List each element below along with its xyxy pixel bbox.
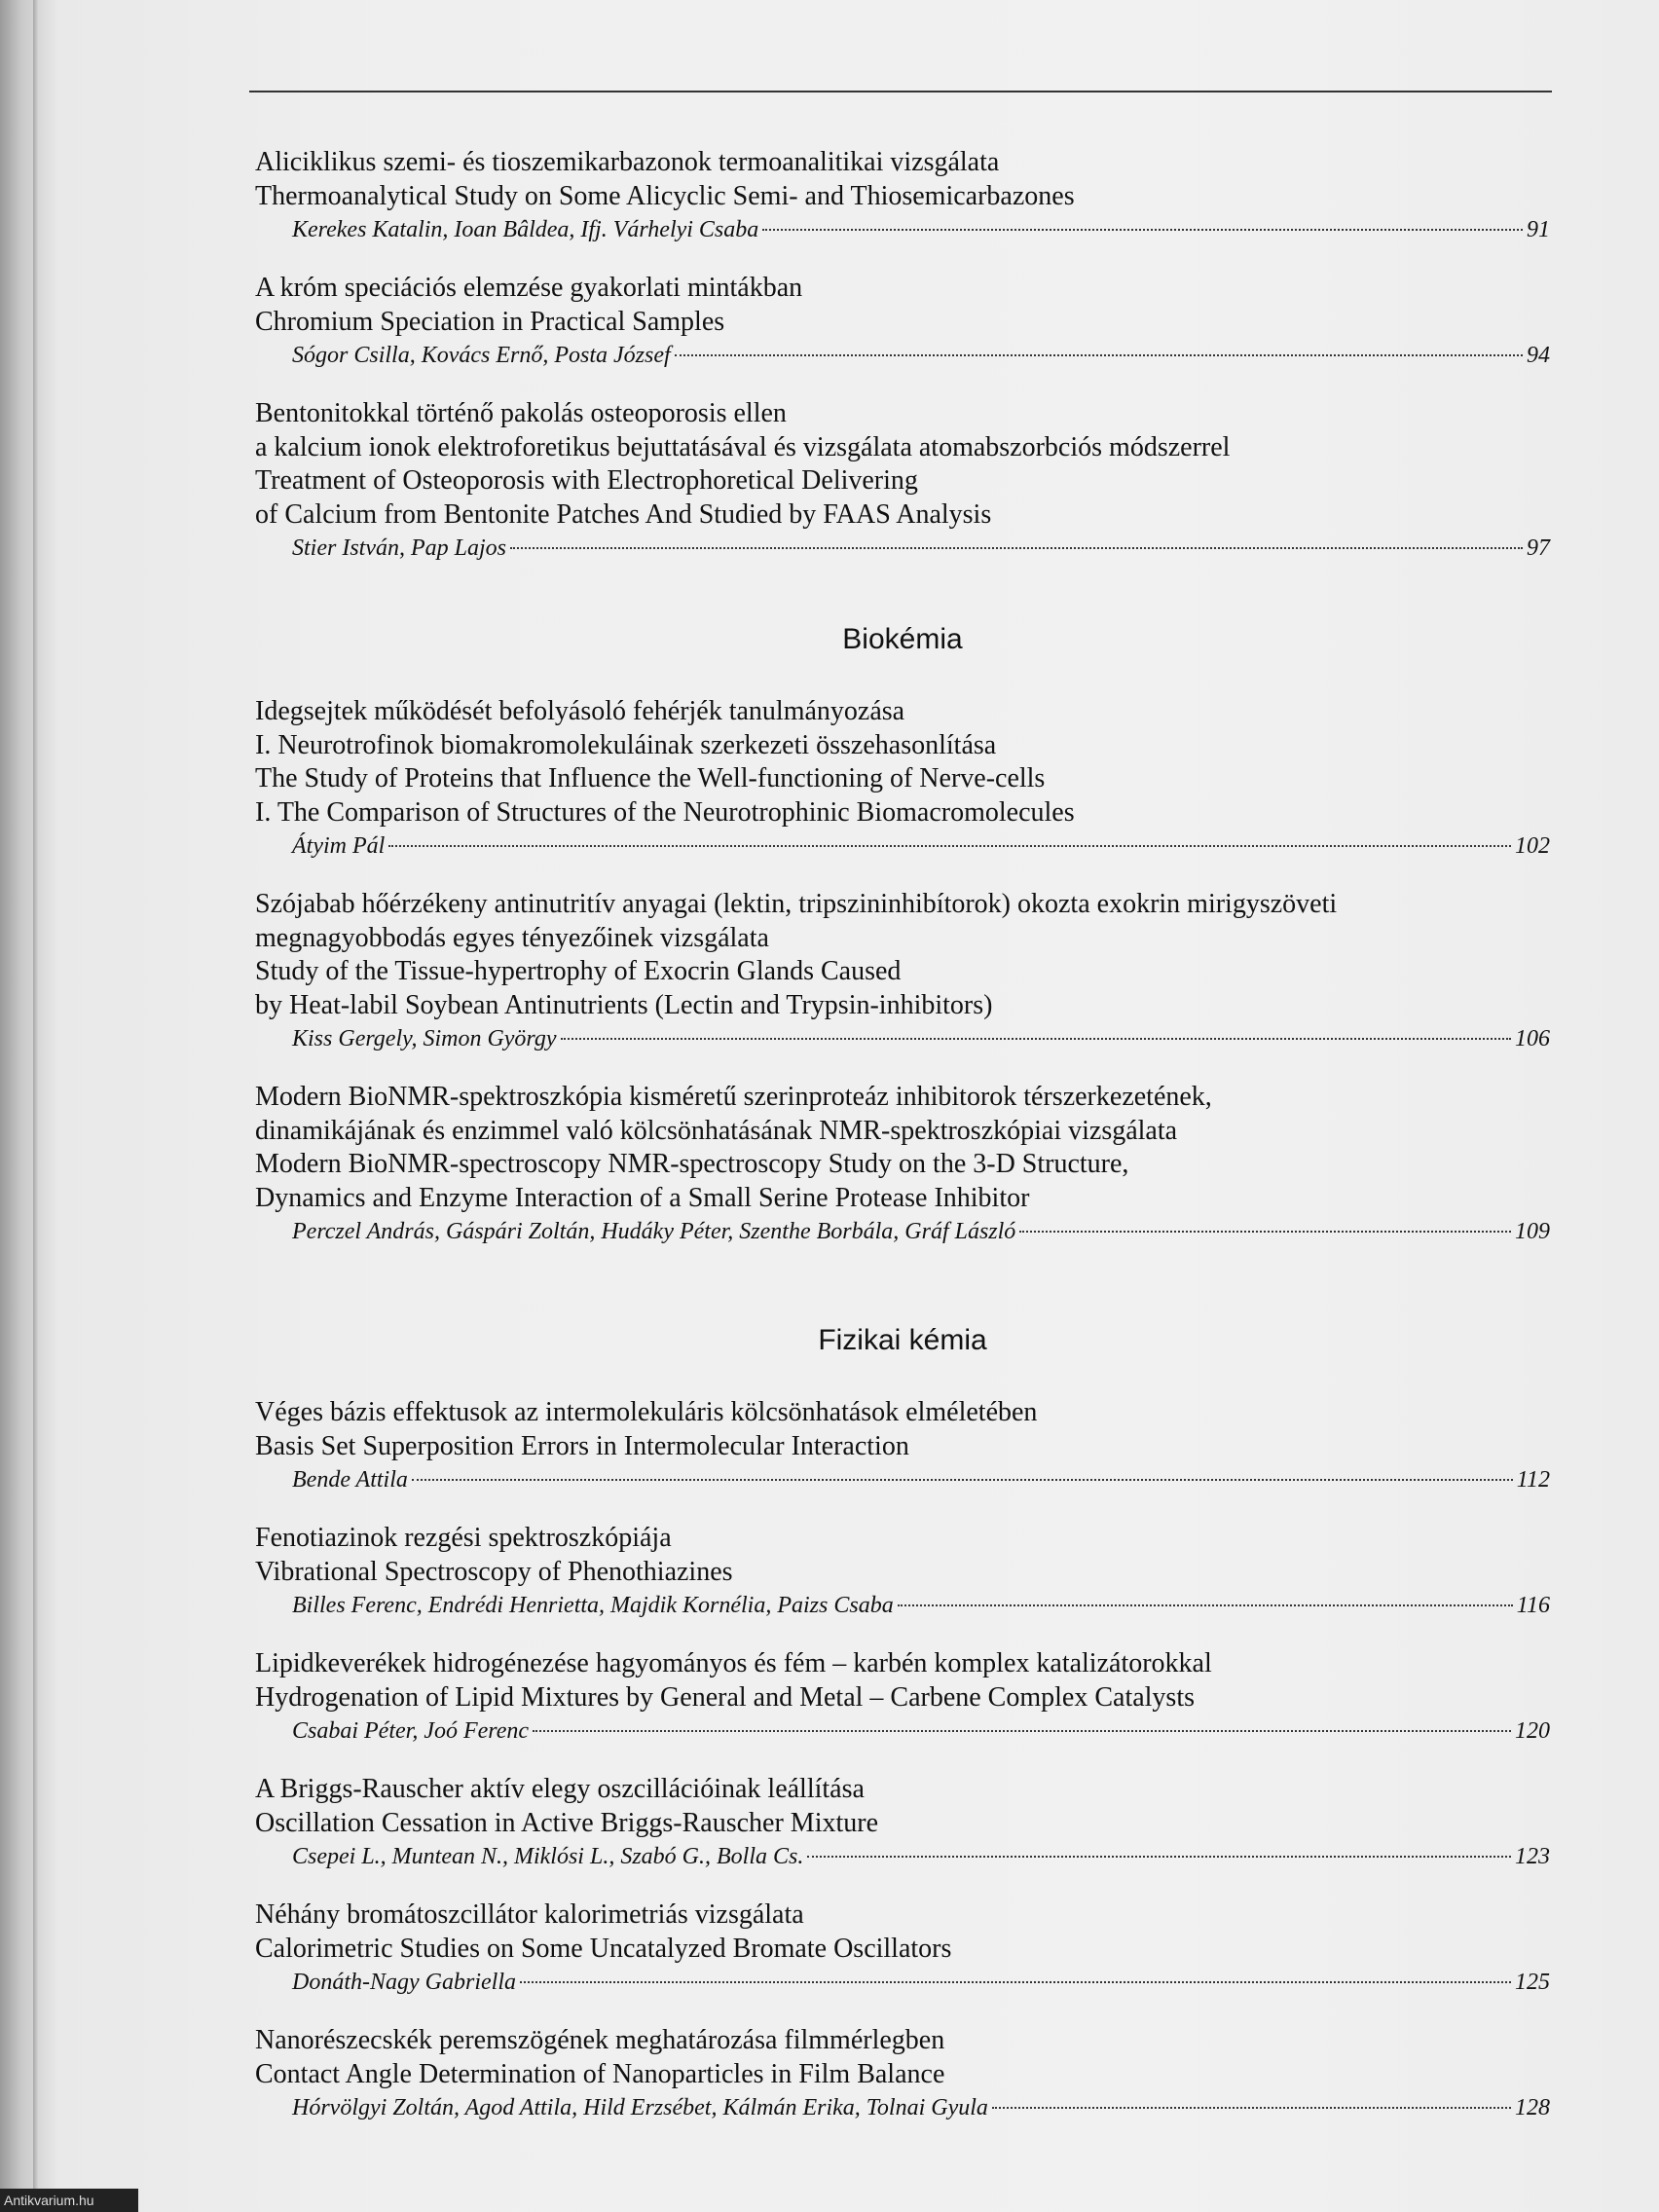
entry-page-number: 91: [1527, 217, 1550, 242]
entry-title-line: dinamikájának és enzimmel való kölcsönhatásának NMR-spektroszkópiai vizsgálata: [255, 1115, 1178, 1146]
entry-title-line: Szójabab hőérzékeny antinutritív anyagai (lektin, tripszininhibítorok) okozta exokrin mirigyszöveti: [255, 889, 1338, 919]
dot-leader: [898, 1604, 1513, 1606]
entry-title-line: by Heat-labil Soybean Antinutrients (Lectin and Trypsin-inhibitors): [255, 989, 993, 1020]
toc-entry: [255, 397, 1550, 565]
entry-authors: Kerekes Katalin, Ioan Bâldea, Ifj. Várhelyi Csaba: [292, 217, 759, 242]
entry-title-line: Chromium Speciation in Practical Samples: [255, 306, 725, 337]
section-heading: Fizikai kémia: [818, 1324, 987, 1356]
toc-entry: [255, 2024, 1550, 2124]
toc-entry: [255, 1773, 1550, 1873]
entry-page-number: 112: [1516, 1467, 1550, 1493]
toc-entry: [255, 1899, 1550, 1999]
entry-page-number: 109: [1515, 1219, 1550, 1244]
entry-title-line: Hydrogenation of Lipid Mixtures by General and Metal – Carbene Complex Catalysts: [255, 1681, 1196, 1713]
toc-entry: [255, 146, 1550, 246]
toc-entry: [255, 1081, 1550, 1248]
toc-entry: [255, 695, 1550, 863]
toc-section-biokemia: [255, 623, 1550, 1248]
entry-page-number: 125: [1515, 1970, 1550, 1995]
dot-leader: [388, 845, 1511, 847]
entry-author-row: [255, 1714, 1550, 1748]
entry-title-line: megnagyobbodás egyes tényezőinek vizsgálata: [255, 922, 769, 953]
entry-page-number: 128: [1515, 2095, 1550, 2120]
entry-author-row: [255, 532, 1550, 565]
entry-page-number: 116: [1516, 1593, 1550, 1618]
entry-author-row: [255, 1589, 1550, 1622]
entry-title-line: I. Neurotrofinok biomakromolekuláinak szerkezeti összehasonlítása: [255, 729, 997, 760]
entry-title-line: Calorimetric Studies on Some Uncatalyzed Bromate Oscillators: [255, 1933, 952, 1964]
watermark-label: Antikvarium.hu: [0, 2189, 138, 2212]
toc-entry: [255, 272, 1550, 372]
dot-leader: [510, 547, 1523, 549]
entry-authors: Csepei L., Muntean N., Miklósi L., Szabó G., Bolla Cs.: [292, 1844, 804, 1869]
entry-authors: Billes Ferenc, Endrédi Henrietta, Majdik Kornélia, Paizs Csaba: [292, 1593, 894, 1618]
toc-entry: [255, 1396, 1550, 1496]
entry-page-number: 94: [1527, 343, 1550, 368]
section-heading: Biokémia: [842, 623, 963, 655]
entry-title-line: Véges bázis effektusok az intermolekuláris kölcsönhatások elméletében: [255, 1397, 1038, 1427]
dot-leader: [762, 229, 1523, 231]
toc-entry: [255, 888, 1550, 1055]
entry-title-line: Fenotiazinok rezgési spektroszkópiája: [255, 1523, 672, 1553]
entry-title-line: Nanorészecskék peremszögének meghatározása filmmérlegben: [255, 2025, 945, 2055]
entry-title-line: The Study of Proteins that Influence the Well-functioning of Nerve-cells: [255, 763, 1046, 793]
entry-title-line: Modern BioNMR-spektroszkópia kisméretű szerinproteáz inhibitorok térszerkezetének,: [255, 1082, 1212, 1112]
entry-author-row: [255, 213, 1550, 246]
entry-title-line: Aliciklikus szemi- és tioszemikarbazonok termoanalitikai vizsgálata: [255, 147, 1000, 177]
entry-title-line: Modern BioNMR-spectroscopy NMR-spectroscopy Study on the 3-D Structure,: [255, 1149, 1129, 1179]
entry-author-row: [255, 1840, 1550, 1873]
entry-title-line: Vibrational Spectroscopy of Phenothiazines: [255, 1556, 733, 1587]
entry-title-line: Bentonitokkal történő pakolás osteoporosis ellen: [255, 398, 787, 428]
entry-title-line: Oscillation Cessation in Active Briggs-Rauscher Mixture: [255, 1807, 879, 1838]
toc-section-intro: [255, 146, 1550, 565]
entry-title-line: Idegsejtek működését befolyásoló fehérjék tanulmányozása: [255, 696, 905, 726]
entry-page-number: 106: [1515, 1026, 1550, 1051]
entry-authors: Hórvölgyi Zoltán, Agod Attila, Hild Erzsébet, Kálmán Erika, Tolnai Gyula: [292, 2095, 988, 2120]
dot-leader: [412, 1479, 1513, 1481]
entry-author-row: [255, 339, 1550, 372]
dot-leader: [807, 1856, 1511, 1858]
entry-authors: Csabai Péter, Joó Ferenc: [292, 1718, 530, 1744]
entry-title-line: A króm speciációs elemzése gyakorlati mintákban: [255, 273, 803, 303]
entry-title-line: I. The Comparison of Structures of the Neurotrophinic Biomacromolecules: [255, 796, 1075, 828]
entry-title-line: Study of the Tissue-hypertrophy of Exocrin Glands Caused: [255, 956, 902, 986]
dot-leader: [1019, 1231, 1511, 1233]
page-edge: [33, 0, 39, 2212]
entry-authors: Perczel András, Gáspári Zoltán, Hudáky Péter, Szenthe Borbála, Gráf László: [292, 1219, 1016, 1244]
entry-author-row: [255, 1966, 1550, 1999]
entry-title-line: Contact Angle Determination of Nanoparticles in Film Balance: [255, 2058, 945, 2089]
entry-author-row: [255, 1215, 1550, 1248]
entry-title-line: Basis Set Superposition Errors in Intermolecular Interaction: [255, 1430, 909, 1461]
dot-leader: [675, 354, 1523, 356]
entry-author-row: [255, 1463, 1550, 1496]
dot-leader: [533, 1730, 1511, 1732]
entry-authors: Sógor Csilla, Kovács Ernő, Posta József: [292, 343, 671, 368]
dot-leader: [561, 1038, 1511, 1040]
entry-authors: Kiss Gergely, Simon György: [292, 1026, 557, 1051]
toc-section-fizikai-kemia: [255, 1324, 1550, 2124]
table-of-contents: [255, 146, 1550, 2150]
entry-authors: Bende Attila: [292, 1467, 408, 1493]
entry-title-line: Thermoanalytical Study on Some Alicyclic Semi- and Thiosemicarbazones: [255, 180, 1075, 211]
entry-page-number: 102: [1515, 833, 1550, 859]
entry-authors: Stier István, Pap Lajos: [292, 535, 506, 561]
entry-page-number: 120: [1515, 1718, 1550, 1744]
entry-title-line: Lipidkeverékek hidrogénezése hagyományos és fém – karbén komplex katalizátorokkal: [255, 1648, 1212, 1678]
entry-title-line: Treatment of Osteoporosis with Electrophoretical Delivering: [255, 465, 918, 496]
entry-authors: Donáth-Nagy Gabriella: [292, 1970, 516, 1995]
toc-entry: [255, 1522, 1550, 1622]
dot-leader: [520, 1981, 1511, 1983]
entry-title-line: a kalcium ionok elektroforetikus bejuttatásával és vizsgálata atomabszorbciós módszerrel: [255, 431, 1231, 462]
dot-leader: [992, 2107, 1511, 2109]
toc-entry: [255, 1647, 1550, 1748]
entry-page-number: 123: [1515, 1844, 1550, 1869]
entry-title-line: A Briggs-Rauscher aktív elegy oszcillációinak leállítása: [255, 1774, 865, 1804]
entry-author-row: [255, 830, 1550, 863]
entry-author-row: [255, 2091, 1550, 2124]
entry-title-line: of Calcium from Bentonite Patches And Studied by FAAS Analysis: [255, 498, 992, 530]
entry-title-line: Dynamics and Enzyme Interaction of a Small Serine Protease Inhibitor: [255, 1182, 1030, 1213]
entry-page-number: 97: [1527, 535, 1550, 561]
header-rule: [249, 91, 1552, 92]
entry-author-row: [255, 1022, 1550, 1055]
entry-title-line: Néhány bromátoszcillátor kalorimetriás vizsgálata: [255, 1899, 804, 1930]
entry-authors: Átyim Pál: [292, 833, 386, 859]
